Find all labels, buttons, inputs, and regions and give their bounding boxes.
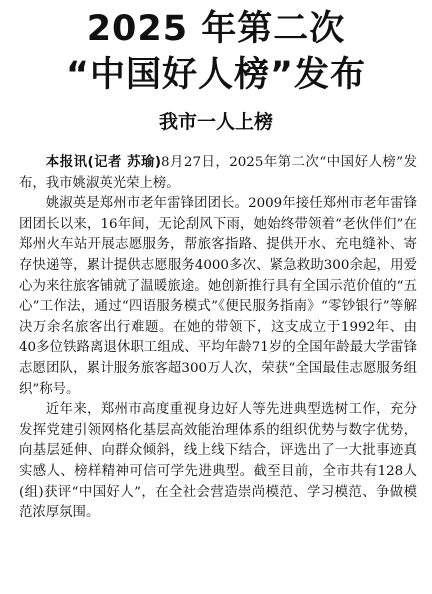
headline-line-2: “中国好人榜”发布 (65, 55, 366, 95)
byline-lead: 本报讯(记者 苏瑜) (45, 155, 161, 170)
paragraph-1-text: 8月27日，2025年第二次“中国好人榜”发布，我市姚淑英光荣上榜。 (19, 155, 418, 191)
headline-line-1: 2025 年第二次 (86, 9, 346, 49)
article-body (19, 153, 417, 524)
article-paragraph-1 (19, 153, 417, 194)
subheadline: 我市一人上榜 (158, 111, 273, 133)
article-paragraph-3: 近年来，郑州市高度重视身边好人等先进典型选树工作，充分发挥党建引领网格化基层高效能治理体系的组织优势与数字优势，向基层延伸、向群众倾斜，线上线下结合，评选出了一大批事迹真实感人、榜样精神可信可学先进典型。截至目前，全市共有128人(组)获评“中国好人”，在全社会营造崇尚模范、学习模范、争做模范浓厚氛围。 (19, 402, 417, 521)
article-paragraph-2: 姚淑英是郑州市老年雷锋团团长。2009年接任郑州市老年雷锋团团长以来，16年间，无论刮风下雨，她始终带领着“老伙伴们”在郑州火车站开展志愿服务，帮旅客指路、提供开水、充电缝补、寄存快递等，累计提供志愿服务4000多次、紧急救助300余起，用爱心为来往旅客铺就了温暖旅途。她创新推行具有全国示范价值的“五心”工作法，通过“四语服务模式”《便民服务指南》“零钞银行”等解决万余名旅客出行难题。在她的带领下，这支成立于1992年、由40多位铁路离退休职工组成、平均年龄71岁的全国年龄最大学雷锋志愿团队，累计服务旅客超300万人次，荣获“全国最佳志愿服务组织”称号。 (19, 196, 417, 397)
